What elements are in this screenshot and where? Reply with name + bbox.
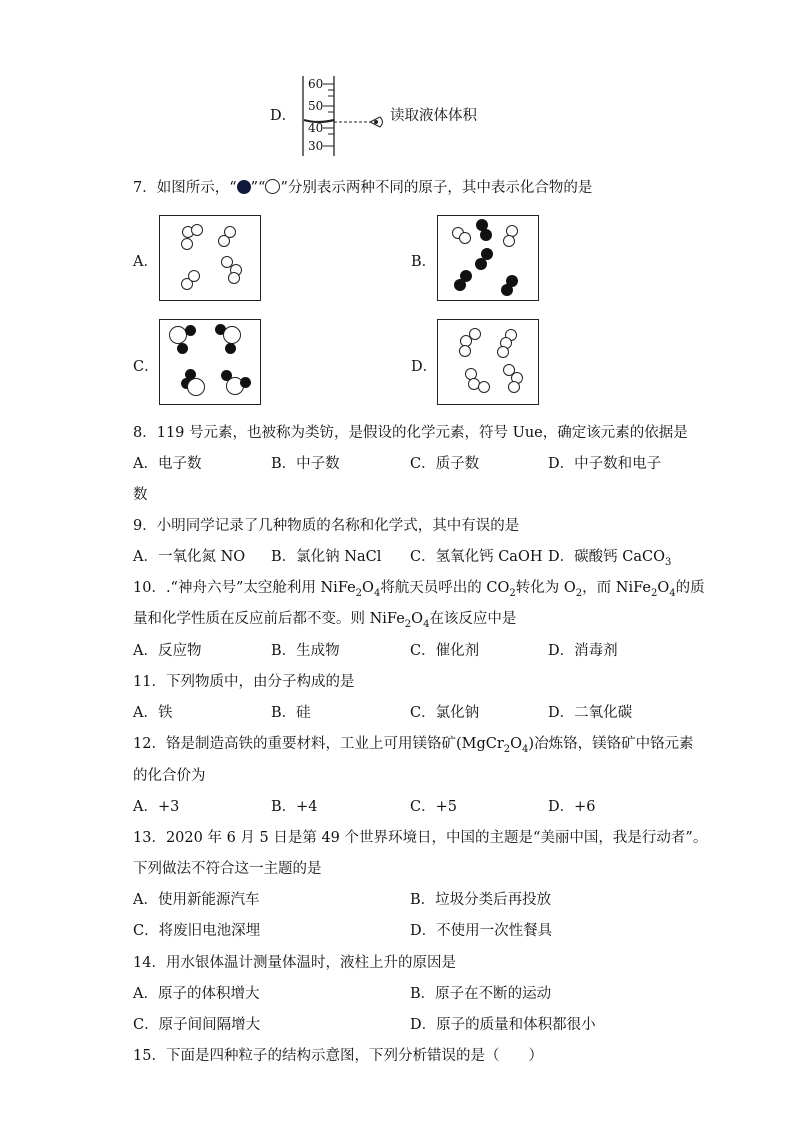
q7-option-b-label: B． (411, 254, 437, 270)
q13-option-a: A．使用新能源汽车 (133, 892, 260, 908)
eye-icon (370, 117, 383, 127)
q10-option-c: C．催化剂 (410, 643, 480, 659)
q10-stem-line2: 量和化学性质在反应前后都不变。则 $NiFe_2O_4$在该反应中是 (133, 611, 517, 630)
q6-option-d-label: D． (270, 108, 297, 124)
q7-option-b-diagram (437, 215, 539, 301)
q9-option-b: B．氯化钠 NaCl (271, 549, 382, 565)
q8-option-d-wrap: 数 (133, 487, 148, 503)
q10-stem-line1: 10．.“神舟六号”太空舱利用 $NiFe_2O_4$将航天员呼出的 $CO_2$转化为 $O_2$，而 $NiFe_2O_4$的质 (133, 580, 705, 599)
q13-option-c: C．将废旧电池深埋 (133, 923, 261, 939)
q13-stem-line2: 下列做法不符合这一主题的是 (133, 861, 322, 877)
q11-stem: 11．下列物质中，由分子构成的是 (133, 674, 355, 690)
q10-option-b: B．生成物 (271, 643, 340, 659)
q12-option-a: A．+3 (133, 799, 180, 815)
q12-option-c: C．+5 (410, 799, 457, 815)
q14-option-a: A．原子的体积增大 (133, 986, 260, 1002)
graduated-cylinder-diagram (290, 74, 400, 160)
q12-option-d: D．+6 (548, 799, 596, 815)
black-atom-legend-icon (237, 180, 251, 194)
q11-option-d: D．二氧化碳 (548, 705, 633, 721)
q12-option-b: B．+4 (271, 799, 318, 815)
q7-stem: 7．如图所示，“ ”“ ”分别表示两种不同的原子，其中表示化合物的是 (133, 180, 593, 196)
q7-option-d-label: D． (411, 359, 438, 375)
q7-option-d-diagram (437, 319, 539, 405)
q7-option-a-diagram (159, 215, 261, 301)
q8-option-a: A．电子数 (133, 456, 202, 472)
q8-stem: 8．119 号元素，也被称为类钫，是假设的化学元素，符号 Uue，确定该元素的依据是 (133, 425, 688, 441)
q9-option-a: A．一氧化氮 NO (133, 549, 246, 565)
q13-option-d: D．不使用一次性餐具 (410, 923, 553, 939)
q6-caption: 读取液体体积 (390, 108, 477, 124)
q9-option-c: C．氢氧化钙 CaOH (410, 549, 543, 565)
q10-option-d: D．消毒剂 (548, 643, 618, 659)
q10-option-a: A．反应物 (133, 643, 202, 659)
q14-option-d: D．原子的质量和体积都很小 (410, 1017, 596, 1033)
q13-option-b: B．垃圾分类后再投放 (410, 892, 552, 908)
q9-option-d: D．碳酸钙 CaCO$_3$ (548, 549, 672, 568)
q14-option-c: C．原子间间隔增大 (133, 1017, 261, 1033)
q11-option-c: C．氯化钠 (410, 705, 480, 721)
q8-option-c: C．质子数 (410, 456, 480, 472)
q12-stem-line1: 12．铬是制造高铁的重要材料，工业上可用镁铬矿$(MgCr_2O_4)$冶炼铬，镁铬矿中铬元素 (133, 736, 694, 755)
q13-stem-line1: 13．2020 年 6 月 5 日是第 49 个世界环境日，中国的主题是“美丽中国，我是行动者”。 (133, 830, 708, 846)
q7-option-a-label: A． (133, 254, 158, 270)
q14-stem: 14．用水银体温计测量体温时，液柱上升的原因是 (133, 955, 456, 971)
q14-option-b: B．原子在不断的运动 (410, 986, 552, 1002)
q7-option-c-diagram (159, 319, 261, 405)
q12-stem-line2: 的化合价为 (133, 768, 206, 784)
scale-30: 30 (308, 139, 324, 153)
scale-40: 40 (308, 121, 324, 135)
q15-stem: 15．下面是四种粒子的结构示意图，下列分析错误的是（ ） (133, 1048, 543, 1064)
scale-50: 50 (308, 99, 324, 113)
scale-60: 60 (308, 77, 324, 91)
q7-option-c-label: C． (133, 359, 159, 375)
q11-option-b: B．硅 (271, 705, 311, 721)
q9-stem: 9．小明同学记录了几种物质的名称和化学式，其中有误的是 (133, 518, 520, 534)
q11-option-a: A．铁 (133, 705, 173, 721)
q8-option-d: D．中子数和电子 (548, 456, 662, 472)
white-atom-legend-icon (265, 179, 280, 194)
q8-option-b: B．中子数 (271, 456, 340, 472)
